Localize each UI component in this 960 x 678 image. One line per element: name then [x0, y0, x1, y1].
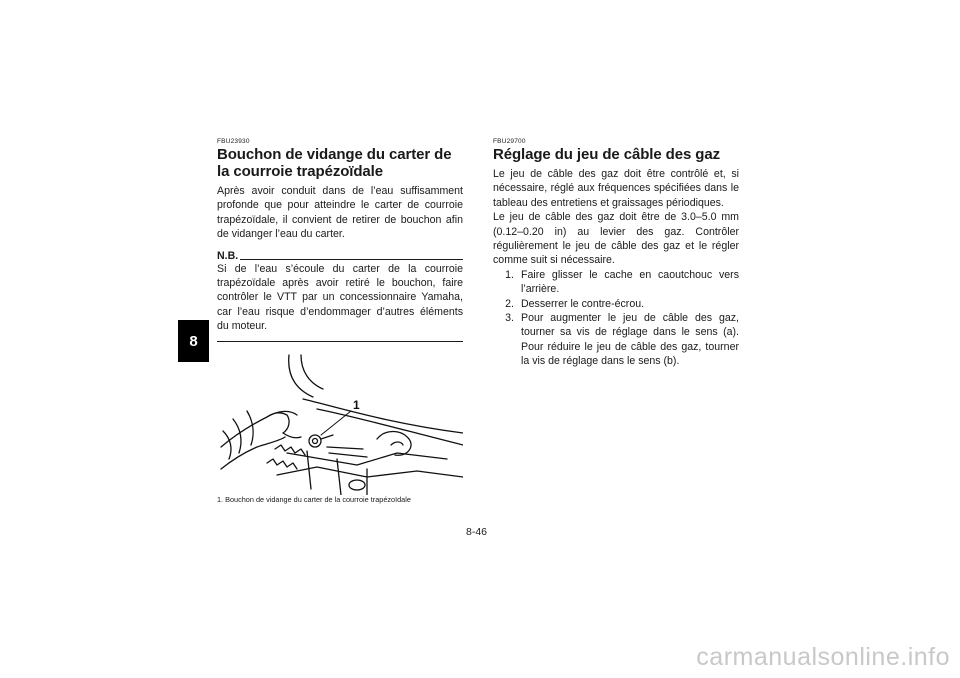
note-box: [217, 262, 463, 342]
intro-paragraph: Après avoir conduit dans de l’eau suffisamment profonde que pour atteindre le carter de courroie trapézoïdale, il convient de retirer de bouchon afin de vidanger l’eau du carter.: [217, 185, 463, 241]
section-code: FBU23930: [217, 138, 250, 145]
drain-plug-illustration: [217, 349, 463, 495]
step-text: Faire glisser le cache en caoutchouc vers l’arrière.: [521, 268, 739, 296]
list-item: [493, 311, 739, 369]
section-title: Réglage du jeu de câble des gaz: [493, 146, 720, 163]
list-item: [493, 297, 739, 311]
chapter-tab: 8: [178, 320, 209, 362]
paragraph-2: Le jeu de câble des gaz doit être de 3.0–5.0 mm (0.12–0.20 in) au levier des gaz. Contrôler régulièrement le jeu de câble des gaz et le régler comme suit si nécessaire.: [493, 211, 739, 267]
step-text: Pour augmenter le jeu de câble des gaz, tourner sa vis de réglage dans le sens (a). Pour réduire le jeu de câble des gaz, tourner la vis de réglage dans le sens (b).: [521, 312, 739, 368]
note-label: N.B.: [217, 249, 239, 262]
figure-caption: 1. Bouchon de vidange du carter de la courroie trapézoïdale: [217, 494, 411, 504]
list-item: [493, 268, 739, 297]
step-number: 2.: [505, 297, 514, 310]
step-number: 1.: [505, 268, 514, 281]
step-text: Desserrer le contre-écrou.: [521, 297, 645, 310]
right-column: [493, 138, 739, 369]
section-code: FBU29700: [493, 138, 526, 145]
note-header: [217, 250, 463, 262]
page-number: 8-46: [466, 526, 488, 538]
steps-list: [493, 268, 739, 369]
paragraph-1: Le jeu de câble des gaz doit être contrôlé et, si nécessaire, réglé aux fréquences spécifiées dans le tableau des entretiens et graissages périodiques.: [493, 168, 739, 209]
step-number: 3.: [505, 312, 514, 325]
section-title: Bouchon de vidange du carter de la courroie trapézoïdale: [217, 146, 452, 180]
watermark: carmanualsonline.info: [696, 643, 950, 671]
note-rule: [240, 259, 463, 260]
left-column: [217, 138, 463, 504]
note-text: Si de l’eau s’écoule du carter de la courroie trapézoïdale après avoir retiré le bouchon, faire contrôler le VTT par un concessionnaire Yamaha, car l’eau risque d’endommager d’autres éléments du moteur.: [217, 262, 463, 333]
figure-callout-number: 1: [353, 397, 360, 412]
